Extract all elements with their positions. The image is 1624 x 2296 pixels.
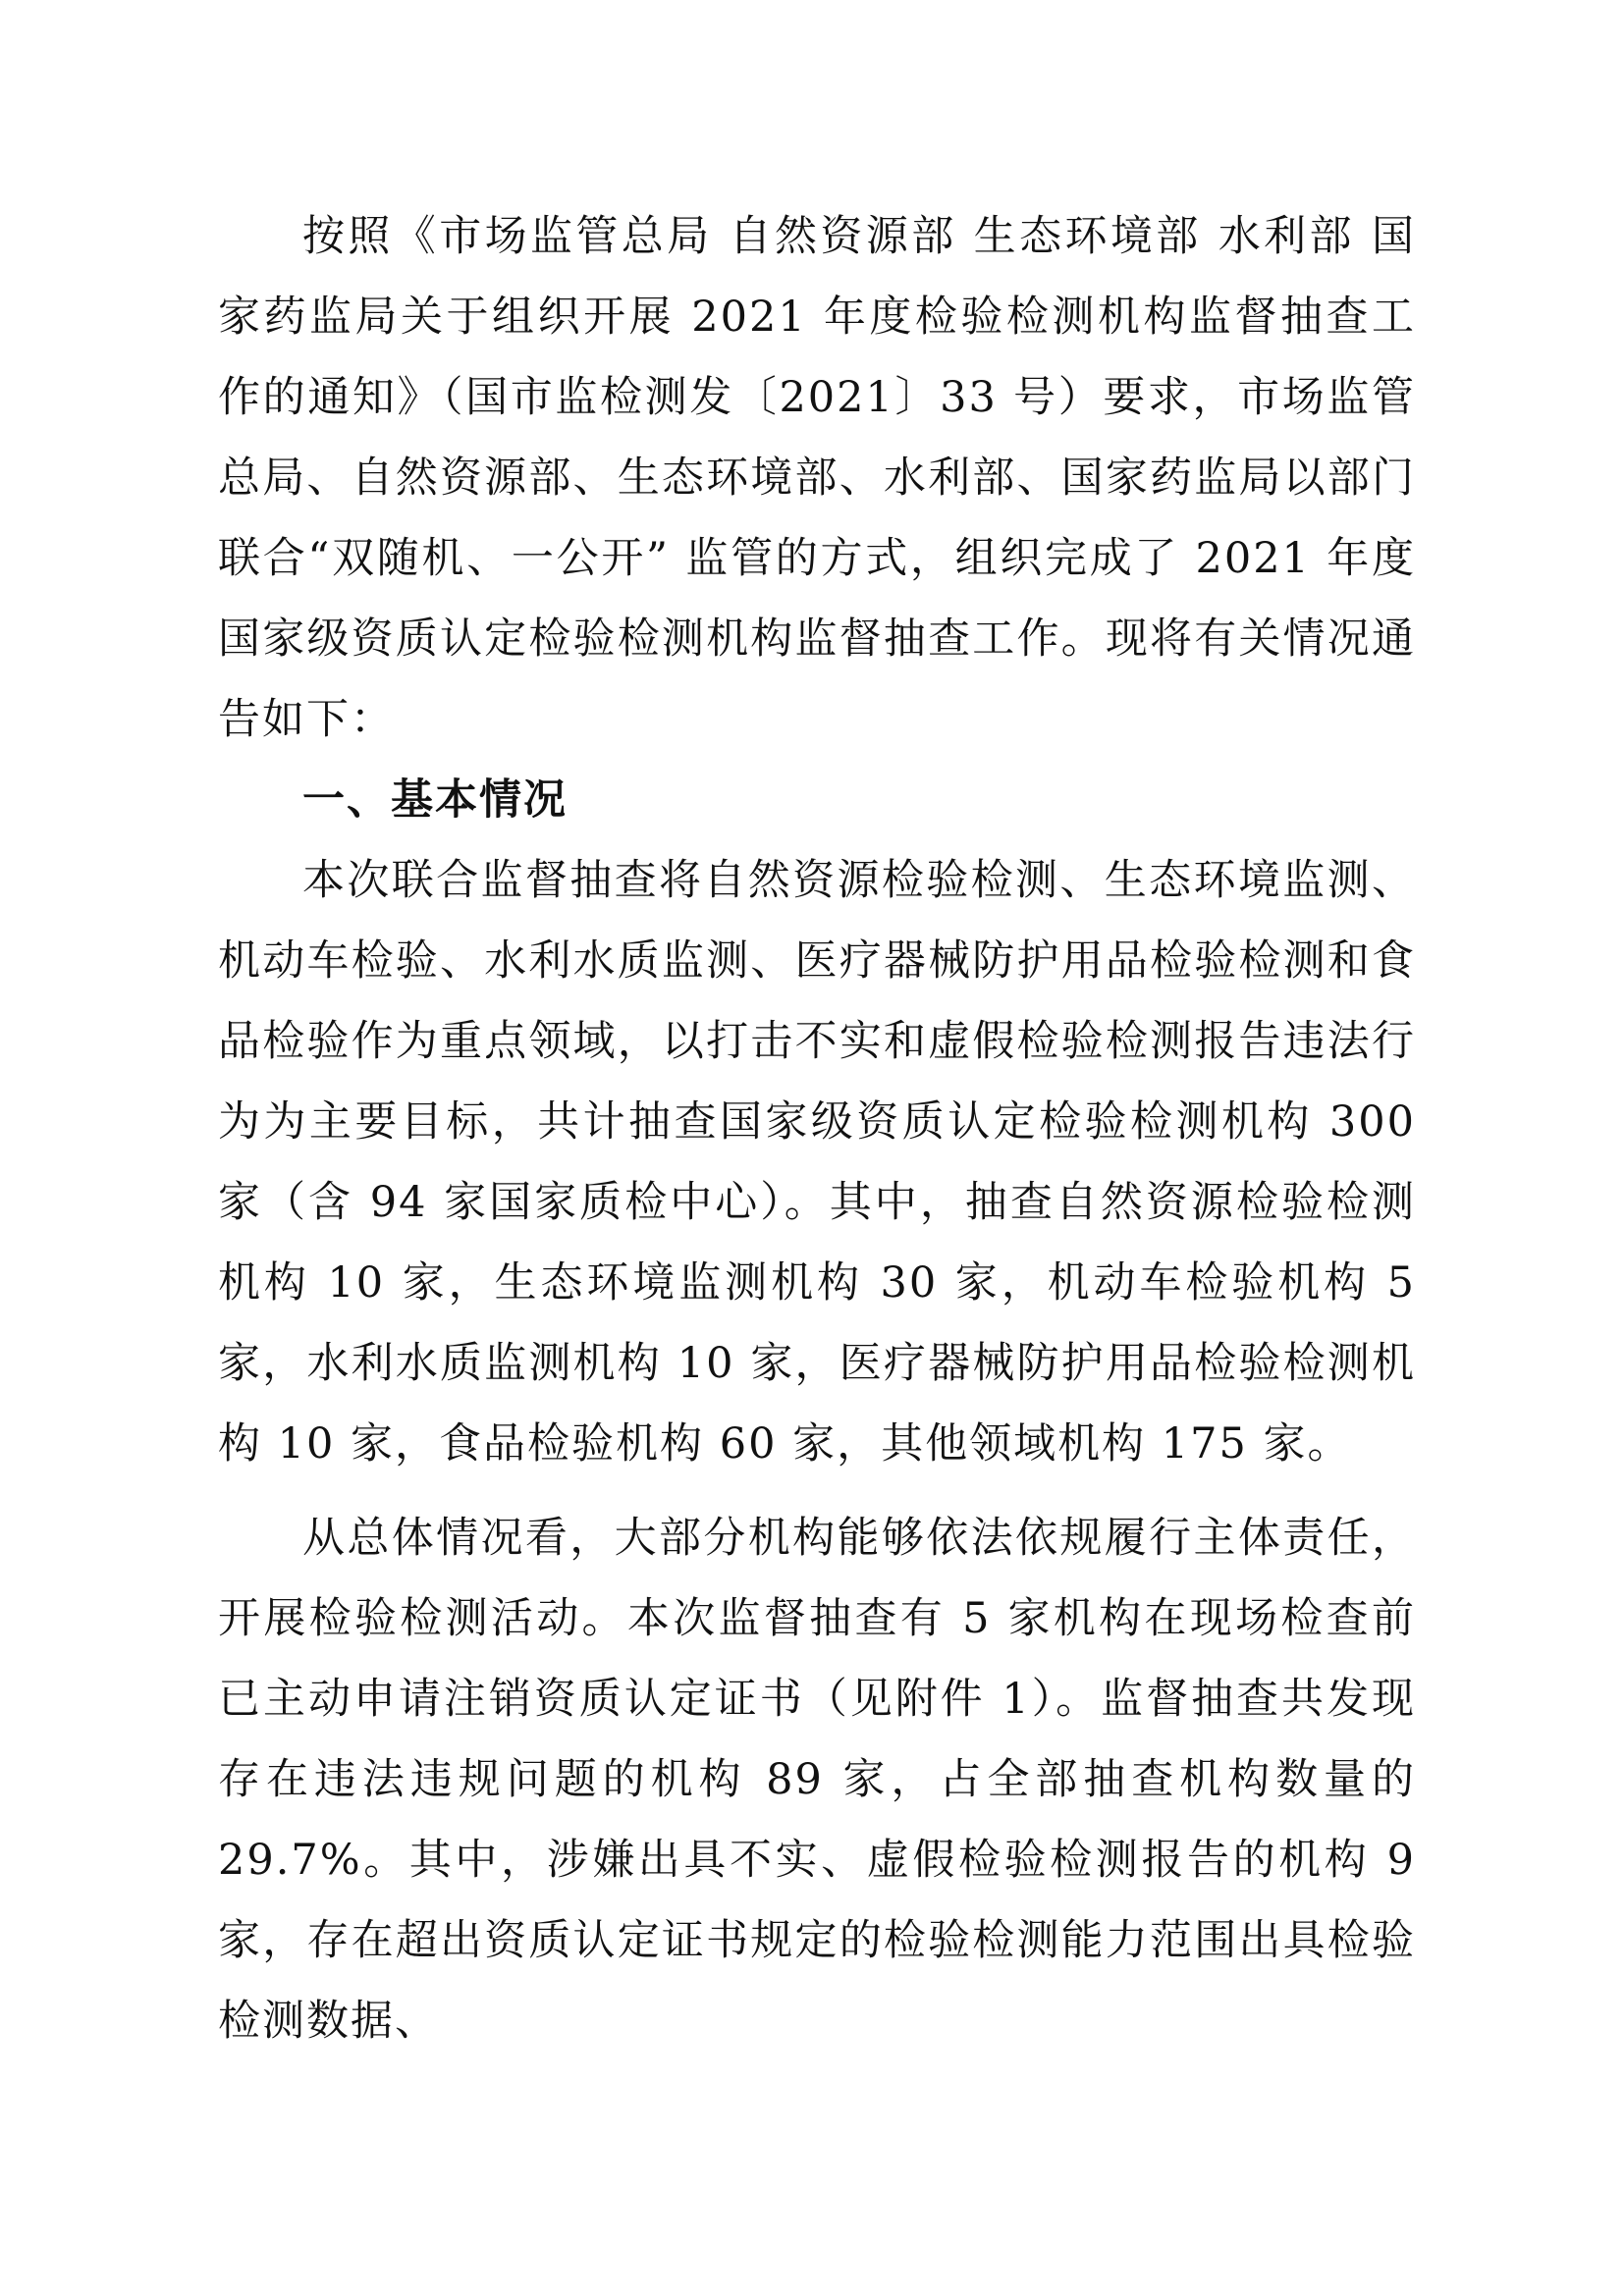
section1-paragraph-1: 本次联合监督抽查将自然资源检验检测、生态环境监测、机动车检验、水利水质监测、医疗器械防护用品检验检测和食品检验作为重点领域，以打击不实和虚假检验检测报告违法行为为主要目标，共计抽查国家级资质认定检验检测机构 300 家（含 94 家国家质检中心）。其中，抽查自然资源检验检测机构 10 家，生态环境监测机构 30 家，机动车检验机构 5 家，水利水质监测机构 10 家，医疗器械防护用品检验检测机构 10 家，食品检验机构 60 家，其他领域机构 175 家。 [218,856,1416,1468]
document-body [218,196,1416,2061]
section-heading-basic-situation: 一、基本情况 [302,775,568,825]
section1-paragraph-2: 从总体情况看，大部分机构能够依法依规履行主体责任，开展检验检测活动。本次监督抽查有 5 家机构在现场检查前已主动申请注销资质认定证书（见附件 1）。监督抽查共发现存在违法违规问题的机构 89 家，占全部抽查机构数量的 29.7%。其中，涉嫌出具不实、虚假检验检测报告的机构 9 家，存在超出资质认定证书规定的检验检测能力范围出具检验检测数据、 [218,1514,1416,2046]
intro-paragraph: 按照《市场监管总局 自然资源部 生态环境部 水利部 国家药监局关于组织开展 2021 年度检验检测机构监督抽查工作的通知》（国市监检测发〔2021〕33 号）要求，市场监管总局、自然资源部、生态环境部、水利部、国家药监局以部门联合“双随机、一公开” 监管的方式，组织完成了 2021 年度国家级资质认定检验检测机构监督抽查工作。现将有关情况通告如下： [218,212,1416,744]
